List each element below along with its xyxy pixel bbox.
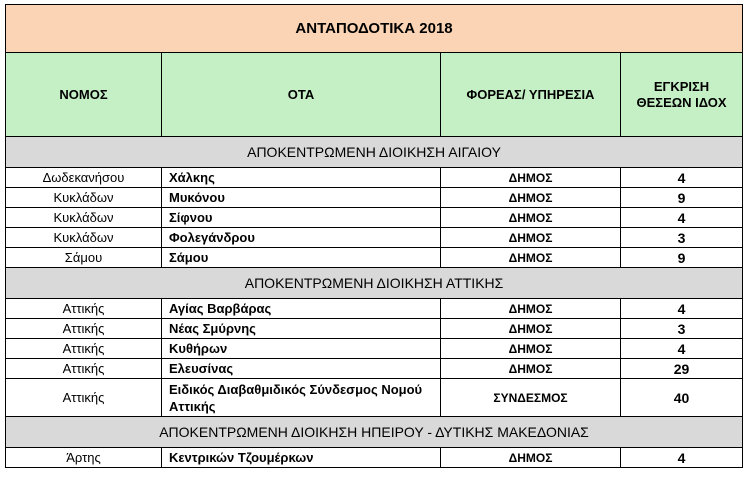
cell-ota: Σάμου	[162, 248, 441, 268]
region-name: ΑΠΟΚΕΝΤΡΩΜΕΝΗ ΔΙΟΙΚΗΣΗ ΑΤΤΙΚΗΣ	[6, 268, 743, 299]
cell-theseis: 3	[621, 319, 743, 339]
table-row	[6, 359, 743, 379]
cell-theseis: 4	[621, 208, 743, 228]
region-row	[6, 268, 743, 299]
header-egkrisi-line2: ΘΕΣΕΩΝ ΙΔΟΧ	[636, 94, 727, 110]
cell-ota: Νέας Σμύρνης	[162, 319, 441, 339]
table-row	[6, 339, 743, 359]
cell-nomos: Κυκλάδων	[6, 188, 162, 208]
cell-nomos: Άρτης	[6, 448, 162, 468]
cell-theseis: 40	[621, 379, 743, 417]
table-title-row	[6, 5, 743, 53]
header-row	[6, 53, 743, 137]
cell-nomos: Αττικής	[6, 319, 162, 339]
table-row	[6, 299, 743, 319]
cell-foreas: ΔΗΜΟΣ	[441, 228, 621, 248]
cell-theseis: 3	[621, 228, 743, 248]
cell-foreas: ΔΗΜΟΣ	[441, 208, 621, 228]
cell-nomos: Σάμου	[6, 248, 162, 268]
cell-ota: Φολεγάνδρου	[162, 228, 441, 248]
table-row	[6, 379, 743, 417]
region-name: ΑΠΟΚΕΝΤΡΩΜΕΝΗ ΔΙΟΙΚΗΣΗ ΗΠΕΙΡΟΥ - ΔΥΤΙΚΗΣ ΜΑΚΕΔΟΝΙΑΣ	[6, 417, 743, 448]
cell-foreas: ΔΗΜΟΣ	[441, 188, 621, 208]
cell-theseis: 4	[621, 448, 743, 468]
table-row	[6, 448, 743, 468]
header-ota: ΟΤΑ	[162, 53, 441, 137]
cell-foreas: ΣΥΝΔΕΣΜΟΣ	[441, 379, 621, 417]
table-row	[6, 248, 743, 268]
cell-foreas: ΔΗΜΟΣ	[441, 448, 621, 468]
cell-ota: Σίφνου	[162, 208, 441, 228]
cell-ota: Ελευσίνας	[162, 359, 441, 379]
table-row	[6, 168, 743, 188]
table-row	[6, 208, 743, 228]
region-row	[6, 417, 743, 448]
cell-ota: Κυθήρων	[162, 339, 441, 359]
table-row	[6, 188, 743, 208]
cell-nomos: Κυκλάδων	[6, 228, 162, 248]
cell-ota: Ειδικός Διαβαθμιδικός Σύνδεσμος Νομού Αττικής	[162, 379, 441, 417]
cell-ota: Μυκόνου	[162, 188, 441, 208]
allocation-table	[5, 4, 743, 468]
cell-foreas: ΔΗΜΟΣ	[441, 168, 621, 188]
region-name: ΑΠΟΚΕΝΤΡΩΜΕΝΗ ΔΙΟΙΚΗΣΗ ΑΙΓΑΙΟΥ	[6, 137, 743, 168]
cell-nomos: Αττικής	[6, 299, 162, 319]
cell-nomos: Αττικής	[6, 379, 162, 417]
cell-ota: Αγίας Βαρβάρας	[162, 299, 441, 319]
cell-foreas: ΔΗΜΟΣ	[441, 319, 621, 339]
header-nomos: ΝΟΜΟΣ	[6, 53, 162, 137]
cell-theseis: 4	[621, 299, 743, 319]
cell-ota: Χάλκης	[162, 168, 441, 188]
cell-nomos: Αττικής	[6, 359, 162, 379]
header-foreas: ΦΟΡΕΑΣ/ ΥΠΗΡΕΣΙΑ	[441, 53, 621, 137]
cell-foreas: ΔΗΜΟΣ	[441, 248, 621, 268]
cell-foreas: ΔΗΜΟΣ	[441, 339, 621, 359]
cell-foreas: ΔΗΜΟΣ	[441, 299, 621, 319]
cell-nomos: Κυκλάδων	[6, 208, 162, 228]
header-egkrisi	[621, 53, 743, 137]
cell-ota: Κεντρικών Τζουμέρκων	[162, 448, 441, 468]
table-title: ΑΝΤΑΠΟΔΟΤΙΚΑ 2018	[6, 5, 743, 53]
cell-theseis: 9	[621, 188, 743, 208]
table-row	[6, 228, 743, 248]
cell-theseis: 4	[621, 168, 743, 188]
cell-nomos: Αττικής	[6, 339, 162, 359]
cell-nomos: Δωδεκανήσου	[6, 168, 162, 188]
region-row	[6, 137, 743, 168]
cell-theseis: 9	[621, 248, 743, 268]
table-row	[6, 319, 743, 339]
cell-theseis: 4	[621, 339, 743, 359]
cell-theseis: 29	[621, 359, 743, 379]
header-egkrisi-line1: ΕΓΚΡΙΣΗ	[653, 78, 710, 94]
cell-foreas: ΔΗΜΟΣ	[441, 359, 621, 379]
